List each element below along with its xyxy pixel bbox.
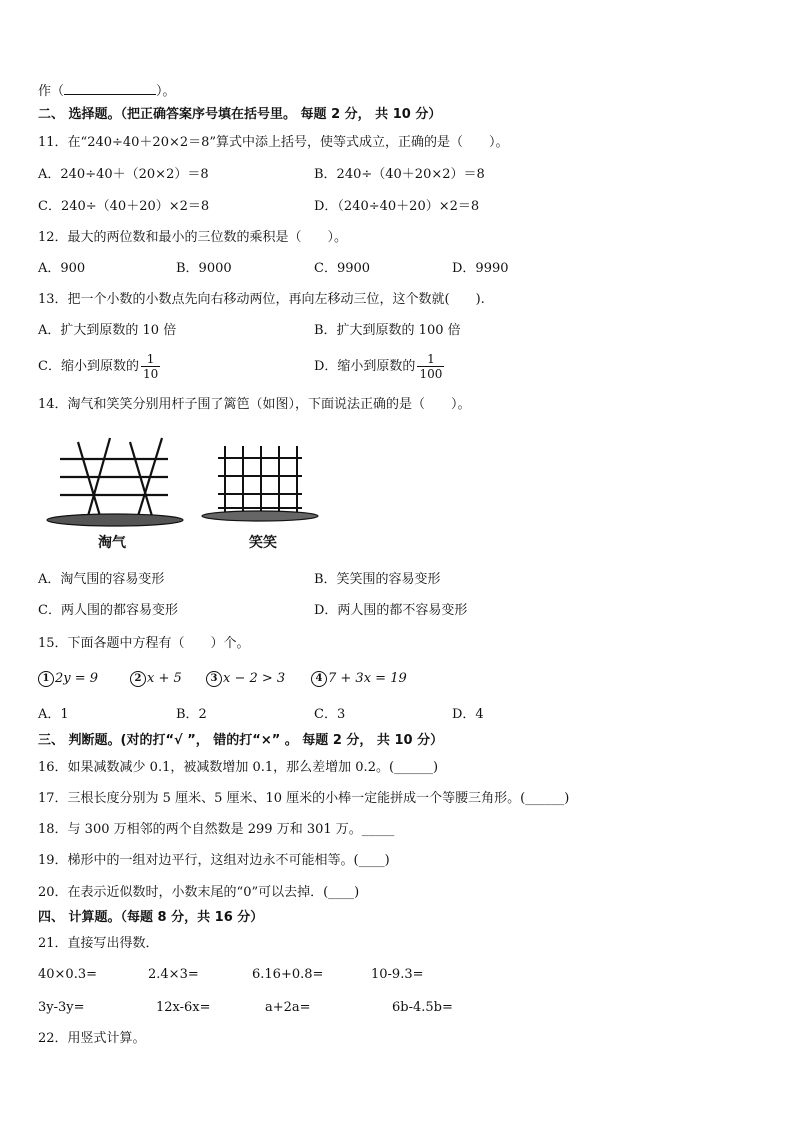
q21-r1-c1[interactable]: 40×0.3= xyxy=(38,967,98,982)
q13-option-c[interactable]: C．缩小到原数的 $\frac{1}{10}$ xyxy=(38,352,159,381)
q21-r1-c3[interactable]: 6.16+0.8= xyxy=(252,967,324,982)
q15-item-2: 2 x + 5 xyxy=(130,670,182,688)
q15-option-a[interactable]: A．1 xyxy=(38,707,69,722)
q12-option-a[interactable]: A．900 xyxy=(38,261,86,276)
q15-option-d[interactable]: D．4 xyxy=(452,707,484,722)
q21-r2-c3[interactable]: a+2a= xyxy=(265,1000,311,1015)
q13-option-b[interactable]: B．扩大到原数的 100 倍 xyxy=(314,323,461,338)
q15-item-3: 3 x − 2 > 3 xyxy=(206,670,285,688)
q21-r1-c2[interactable]: 2.4×3= xyxy=(148,967,199,982)
q15-stem: 15．下面各题中方程有（ ）个。 xyxy=(38,636,250,651)
q21-r2-c2[interactable]: 12x-6x= xyxy=(156,1000,211,1015)
q14-option-b[interactable]: B．笑笑围的容易变形 xyxy=(314,572,441,587)
fraction: $\frac{1}{100}$ xyxy=(419,352,443,381)
q15-item-1: 1 2y = 9 xyxy=(38,670,98,688)
q21-r2-c4[interactable]: 6b-4.5b= xyxy=(392,1000,453,1015)
fence-figure xyxy=(40,434,340,556)
q17[interactable]: 17．三根长度分别为 5 厘米、5 厘米、10 厘米的小棒一定能拼成一个等腰三角形。(______) xyxy=(38,791,570,806)
q15-option-b[interactable]: B．2 xyxy=(176,707,207,722)
xiaoxiao-label: 笑笑 xyxy=(249,535,277,551)
answer-blank[interactable] xyxy=(64,82,156,95)
q13-option-a[interactable]: A．扩大到原数的 10 倍 xyxy=(38,323,177,338)
q11-option-b[interactable]: B．240÷（40＋20×2）＝8 xyxy=(314,167,485,182)
q14-option-c[interactable]: C．两人围的都容易变形 xyxy=(38,603,178,618)
q12-option-c[interactable]: C．9900 xyxy=(314,261,371,276)
q14-stem: 14．淘气和笑笑分别用杆子围了篱笆（如图），下面说法正确的是（ ）。 xyxy=(38,397,471,412)
q21-stem: 21．直接写出得数． xyxy=(38,936,159,951)
taoqi-label: 淘气 xyxy=(98,535,126,551)
section-4-title: 四、 计算题。（每题 8 分，共 16 分） xyxy=(38,910,264,925)
q12-stem: 12．最大的两位数和最小的三位数的乘积是（ ）。 xyxy=(38,230,348,245)
item-number: 2 xyxy=(130,671,146,687)
q15-option-c[interactable]: C．3 xyxy=(314,707,346,722)
q11-option-c[interactable]: C．240÷（40＋20）×2＝8 xyxy=(38,199,210,214)
q22: 22．用竖式计算。 xyxy=(38,1031,146,1046)
q18[interactable]: 18．与 300 万相邻的两个自然数是 299 万和 301 万。_____ xyxy=(38,822,395,837)
taoqi-fence xyxy=(60,438,168,516)
q12-option-d[interactable]: D．9990 xyxy=(452,261,509,276)
q11-option-d[interactable]: D．（240÷40＋20）×2＝8 xyxy=(314,199,480,214)
fraction: $\frac{1}{10}$ xyxy=(142,352,159,381)
q21-r2-c1[interactable]: 3y-3y= xyxy=(38,1000,85,1015)
item-number: 3 xyxy=(206,671,222,687)
q13-option-d[interactable]: D．缩小到原数的 $\frac{1}{100}$ xyxy=(314,352,443,381)
q21-r1-c4[interactable]: 10-9.3= xyxy=(371,967,424,982)
q16[interactable]: 16．如果减数减少 0.1，被减数增加 0.1，那么差增加 0.2。(______) xyxy=(38,760,439,775)
q15-item-4: 4 7 + 3x = 19 xyxy=(311,670,407,688)
q14-option-a[interactable]: A．淘气围的容易变形 xyxy=(38,572,165,587)
q12-option-b[interactable]: B．9000 xyxy=(176,261,232,276)
item-number: 4 xyxy=(311,671,327,687)
item-number: 1 xyxy=(38,671,54,687)
xiaoxiao-ground xyxy=(202,511,318,521)
q14-option-d[interactable]: D．两人围的都不容易变形 xyxy=(314,603,468,618)
q13-stem: 13．把一个小数的小数点先向右移动两位，再向左移动三位，这个数就( ). xyxy=(38,292,485,307)
q20[interactable]: 20．在表示近似数时，小数末尾的“0”可以去掉．(____) xyxy=(38,885,360,900)
q19[interactable]: 19．梯形中的一组对边平行，这组对边永不可能相等。(____) xyxy=(38,853,390,868)
carryover-line: 作（ ）。 xyxy=(38,84,176,99)
section-3-title: 三、 判断题。(对的打“√ ”， 错的打“×” 。 每题 2 分， 共 10 分） xyxy=(38,733,444,748)
q11-stem: 11．在“240÷40＋20×2＝8”算式中添上括号，使等式成立，正确的是（ ）。 xyxy=(38,135,509,150)
q11-option-a[interactable]: A．240÷40＋（20×2）＝8 xyxy=(38,167,209,182)
xiaoxiao-fence xyxy=(218,446,302,514)
taoqi-ground xyxy=(47,514,183,526)
section-2-title: 二、 选择题。（把正确答案序号填在括号里。 每题 2 分， 共 10 分） xyxy=(38,107,442,122)
